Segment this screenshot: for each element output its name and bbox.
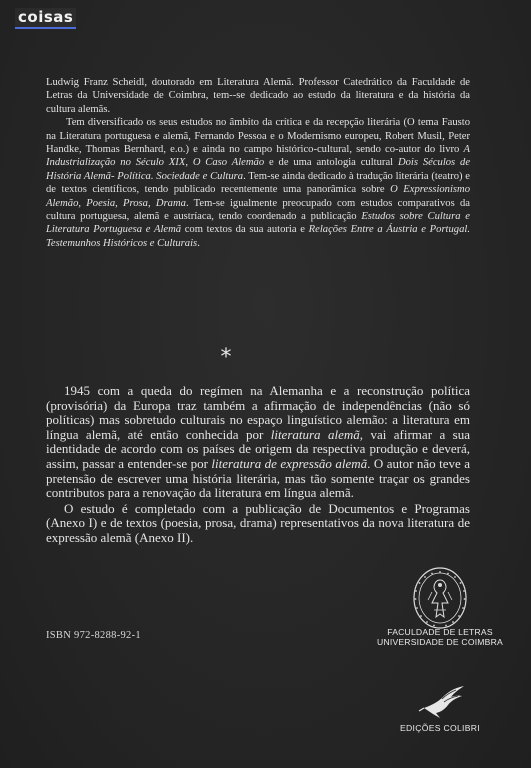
description-paragraph-2: O estudo é completado com a publicação de Documentos e Programas (Anexo I) e de textos (poesia, prosa, drama) representativos da nova literatura de expressão alemã (Anexo II). bbox=[46, 500, 470, 545]
description-paragraph-1: 1945 com a queda do regímen na Alemanha e a reconstrução política (provisória) da Europa traz também a afirmação de independências (não só políticas) mas sobretudo culturais no espaço linguístico alemão: a literatura em língua alemã, até então conhecida por literatura alemã, vai afirmar a sua identidade de acordo com os países de origem da respectiva produção e deverá, assim, passar a entender-se por literatura de expressão alemã. O autor não teve a pretensão de escrever uma história literária, mas tão somente traçar os grandes contributos para a renovação da literatura em língua alemã. bbox=[46, 383, 470, 501]
isbn: ISBN 972-8288-92-1 bbox=[46, 630, 141, 641]
book-title: Dois Séculos de História Alemã- Política. Sociedade e Cultura bbox=[46, 157, 471, 182]
bio-paragraph-1: Ludwig Franz Scheidl, doutorado em Literatura Alemã. Professor Catedrático da Faculdade de Letras da Universidade de Coimbra, tem--se dedicado ao estudo da literatura e da história da cultura alemãs. bbox=[46, 77, 470, 115]
book-title: A Industrialização no Século XIX bbox=[46, 144, 470, 169]
book-description bbox=[46, 384, 470, 546]
publisher-name: EDIÇÕES COLIBRI bbox=[400, 723, 480, 733]
hummingbird-icon bbox=[418, 678, 468, 720]
section-separator: * bbox=[220, 345, 232, 370]
faculty-line-2: UNIVERSIDADE DE COIMBRA bbox=[377, 637, 503, 648]
university-seal-icon bbox=[412, 566, 468, 630]
emphasis-term: literatura de expressão alemã bbox=[211, 455, 368, 471]
watermark-logo: coisas bbox=[15, 8, 76, 29]
book-title: O Caso Alemão bbox=[192, 157, 265, 169]
faculty-name bbox=[370, 627, 510, 648]
author-bio bbox=[46, 76, 470, 250]
book-title: Estudos sobre Cultura e Literatura Portuguesa e Alemã bbox=[46, 211, 470, 236]
book-title: O Expressionismo Alemão, Poesia, Prosa, Drama bbox=[46, 184, 470, 209]
bio-paragraph-2: Tem diversificado os seus estudos no âmbito da crítica e da recepção literária (O tema Fausto na Literatura portuguesa e alemã, Fernando Pessoa e o Modernismo europeu, Robert Musil, Peter Handke, Thomas Bernhard, e.o.) e ainda no campo histórico-cultural, sendo co-autor do livro A Industrialização no Século XIX, O Caso Alemão e de uma antologia cultural Dois Séculos de História Alemã- Política. Sociedade e Cultura. Tem-se ainda dedicado à tradução literária (teatro) e de textos científicos, tendo publicado recentemente uma panorâmica sobre O Expressionismo Alemão, Poesia, Prosa, Drama. Tem-se igualmente preocupado com estudos comparativos da cultura portuguesa, alemã e austríaca, tendo coordenado a publicação Estudos sobre Cultura e Literatura Portuguesa e Alemã com textos da sua autoria e Relações Entre a Áustria e Portugal. Testemunhos Históricos e Culturais. bbox=[46, 117, 471, 249]
faculty-line-1: FACULDADE DE LETRAS bbox=[387, 627, 493, 637]
emphasis-term: literatura alemã bbox=[270, 426, 360, 442]
book-title: Relações Entre a Áustria e Portugal. Testemunhos Históricos e Culturais bbox=[46, 224, 470, 249]
